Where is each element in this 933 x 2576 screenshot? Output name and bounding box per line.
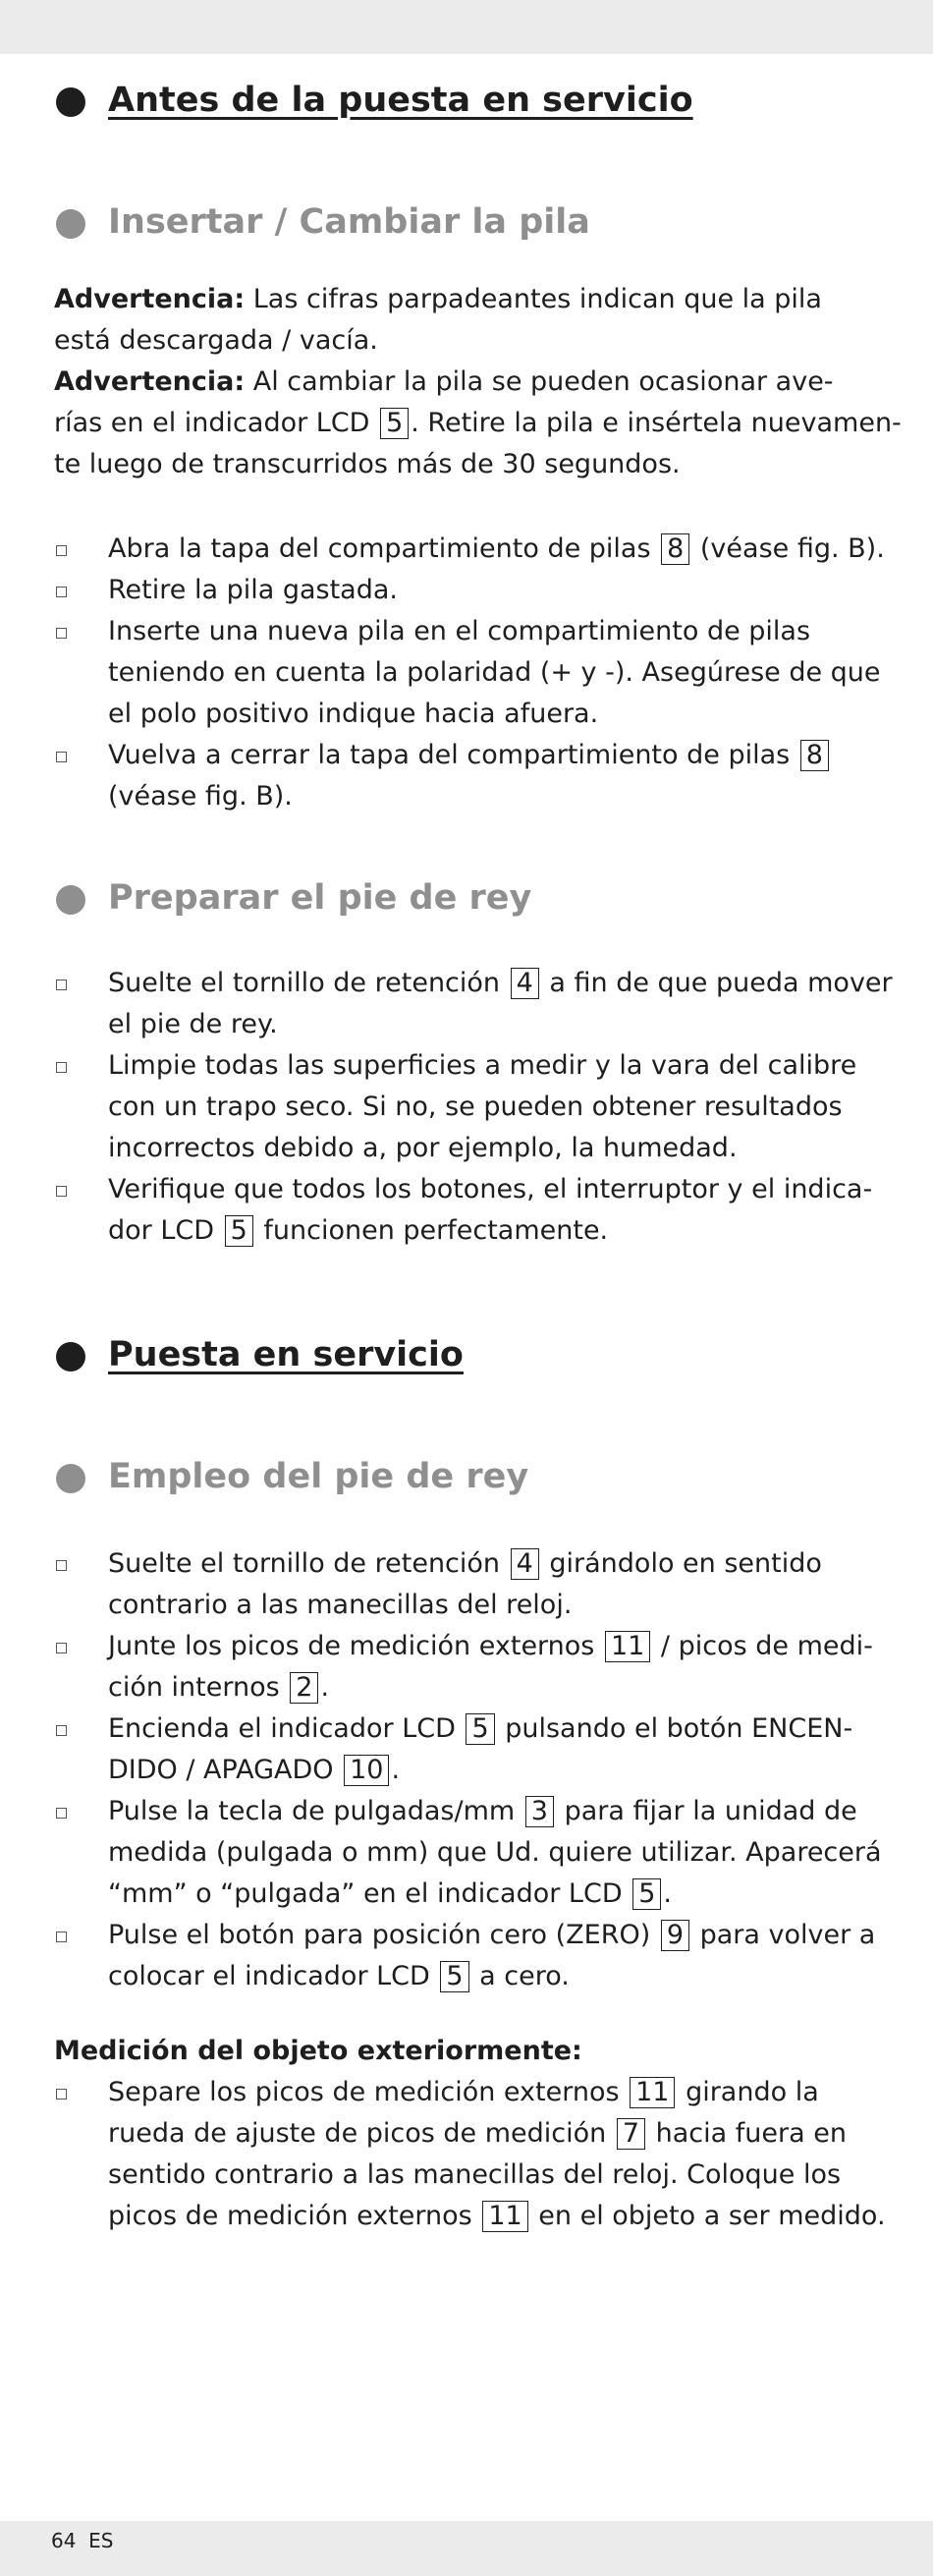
item-text: picos de medición externos [108, 2201, 481, 2231]
item-text: sentido contrario a las manecillas del reloj. Coloque los [108, 2159, 842, 2190]
ref-box: 5 [440, 1961, 468, 1992]
list-item [54, 1543, 889, 1626]
item-text: Abra la tapa del compartimiento de pilas [108, 533, 660, 564]
list-item [54, 1791, 889, 1915]
checkbox-square-icon [56, 1560, 67, 1571]
item-text: incorrectos debido a, por ejemplo, la humedad. [108, 1133, 738, 1163]
warning-paragraph-1 [54, 279, 889, 362]
item-text: en el objeto a ser medido. [529, 2201, 886, 2231]
item-text: Pulse el botón para posición cero (ZERO) [108, 1920, 659, 1950]
ref-box: 9 [661, 1920, 689, 1951]
list-item [54, 2072, 889, 2237]
checkbox-square-icon [56, 545, 67, 556]
item-text: colocar el indicador LCD [108, 1961, 439, 1991]
item-text: teniendo en cuenta la polaridad (+ y -). Asegúrese de que [108, 657, 881, 688]
item-text: a cero. [470, 1961, 570, 1991]
warning-text: rías en el indicador LCD [54, 408, 379, 438]
item-text: . [391, 1755, 401, 1785]
list-item [54, 570, 889, 611]
section-heading-puesta [54, 1319, 889, 1392]
ref-box: 4 [511, 968, 539, 999]
ref-box: 10 [344, 1755, 389, 1786]
page-footer [51, 2527, 114, 2554]
item-text: contrario a las manecillas del reloj. [108, 1590, 573, 1620]
item-text: girándolo en sentido [540, 1548, 822, 1579]
item-text: Verifique que todos los botones, el interruptor y el indica- [108, 1174, 873, 1204]
battery-steps [54, 529, 889, 817]
checkbox-square-icon [56, 2089, 67, 2100]
item-text: Encienda el indicador LCD [108, 1713, 465, 1744]
ref-box: 11 [630, 2077, 675, 2108]
list-item [54, 735, 889, 817]
bullet-dot-icon [56, 209, 85, 239]
checkbox-square-icon [56, 1725, 67, 1736]
item-text: a fin de que pueda mover [540, 968, 893, 998]
ref-box: 5 [466, 1713, 494, 1745]
page-language: ES [88, 2529, 114, 2552]
item-text: . [663, 1878, 672, 1909]
ref-box: 8 [661, 533, 689, 565]
warning-text: Las cifras parpadeantes indican que la pila [245, 284, 822, 314]
item-text: Vuelva a cerrar la tapa del compartimiento de pilas [108, 740, 798, 770]
subheading-medicion: Medición del objeto exteriormente: [54, 2036, 582, 2066]
item-text: funcionen perfectamente. [254, 1215, 609, 1246]
ref-box: 11 [605, 1631, 650, 1662]
list-item [54, 1169, 889, 1252]
checkbox-square-icon [56, 1186, 67, 1197]
item-text: pulsando el botón ENCEN- [496, 1713, 853, 1744]
bullet-dot-icon [56, 87, 85, 117]
warning-paragraph-2 [54, 362, 902, 485]
item-text: dor LCD [108, 1215, 223, 1246]
list-item [54, 1915, 889, 1997]
checkbox-square-icon [56, 1062, 67, 1073]
list-item [54, 1708, 889, 1791]
header-band [0, 0, 933, 54]
warning-label: Advertencia: [54, 366, 246, 397]
item-text: Inserte una nueva pila en el compartimiento de pilas [108, 616, 811, 646]
section-heading-empleo [54, 1441, 889, 1514]
item-text: medida (pulgada o mm) que Ud. quiere utilizar. Aparecerá [108, 1837, 882, 1868]
item-text: hacia fuera en [647, 2118, 847, 2149]
warning-text: Al cambiar la pila se pueden ocasionar ave- [245, 366, 834, 397]
checkbox-square-icon [56, 1643, 67, 1653]
item-text: Suelte el tornillo de retención [108, 1548, 509, 1579]
footer-band [0, 2521, 933, 2576]
item-text: / picos de medi- [652, 1631, 873, 1661]
ref-box: 5 [380, 408, 409, 439]
item-text: Pulse la tecla de pulgadas/mm [108, 1796, 523, 1826]
checkbox-square-icon [56, 587, 67, 597]
item-text: para volver a [691, 1920, 876, 1950]
bullet-dot-icon [56, 885, 85, 915]
checkbox-square-icon [56, 1808, 67, 1819]
prepare-steps [54, 963, 893, 1252]
checkbox-square-icon [56, 980, 67, 990]
bullet-dot-icon [56, 1464, 85, 1493]
warning-label: Advertencia: [54, 284, 246, 314]
item-text: “mm” o “pulgada” en el indicador LCD [108, 1878, 631, 1909]
page-content [54, 54, 902, 2237]
ref-box: 2 [290, 1672, 318, 1704]
list-item [54, 963, 893, 1045]
item-text: Limpie todas las superficies a medir y la vara del calibre [108, 1050, 857, 1081]
list-item [54, 1045, 889, 1169]
section-heading-preparar [54, 863, 889, 935]
warning-text: está descargada / vacía. [54, 325, 378, 356]
item-text: con un trapo seco. Si no, se pueden obtener resultados [108, 1092, 843, 1122]
list-item [54, 611, 889, 735]
item-text: para fijar la unidad de [555, 1796, 857, 1826]
ref-box: 5 [225, 1215, 253, 1247]
ref-box: 3 [525, 1796, 554, 1827]
checkbox-square-icon [56, 752, 67, 762]
warning-text: te luego de transcurridos más de 30 segundos. [54, 449, 681, 479]
heading-text: Preparar el pie de rey [108, 878, 532, 918]
checkbox-square-icon [56, 628, 67, 639]
item-text: rueda de ajuste de picos de medición [108, 2118, 615, 2149]
usage-steps [54, 1543, 889, 1997]
heading-text: Puesta en servicio [108, 1335, 464, 1374]
heading-text: Antes de la puesta en servicio [108, 81, 693, 120]
item-text: Suelte el tornillo de retención [108, 968, 509, 998]
heading-text: Insertar / Cambiar la pila [108, 202, 590, 242]
item-text: Separe los picos de medición externos [108, 2077, 629, 2107]
item-text: Retire la pila gastada. [108, 575, 398, 605]
heading-text: Empleo del pie de rey [108, 1457, 529, 1496]
ref-box: 8 [800, 740, 829, 771]
measurement-steps [54, 2072, 889, 2237]
section-heading-antes [54, 65, 889, 138]
ref-box: 5 [632, 1878, 661, 1910]
bullet-dot-icon [56, 1342, 85, 1372]
section-heading-pila [54, 187, 889, 259]
item-text: ción internos [108, 1672, 289, 1703]
ref-box: 7 [617, 2118, 645, 2150]
item-text: Junte los picos de medición externos [108, 1631, 603, 1661]
list-item [54, 529, 889, 570]
item-text: el polo positivo indique hacia afuera. [108, 699, 599, 729]
item-text: DIDO / APAGADO [108, 1755, 343, 1785]
item-text: el pie de rey. [108, 1009, 278, 1039]
list-item [54, 1626, 889, 1708]
checkbox-square-icon [56, 1932, 67, 1942]
item-text: girando la [677, 2077, 819, 2107]
ref-box: 4 [511, 1548, 539, 1580]
warning-text: . Retire la pila e insértela nuevamen- [411, 408, 902, 438]
ref-box: 11 [482, 2201, 527, 2232]
item-text: (véase fig. B). [108, 781, 293, 812]
page-number: 64 [51, 2529, 77, 2552]
item-text: (véase fig. B). [691, 533, 885, 564]
item-text: . [320, 1672, 330, 1703]
